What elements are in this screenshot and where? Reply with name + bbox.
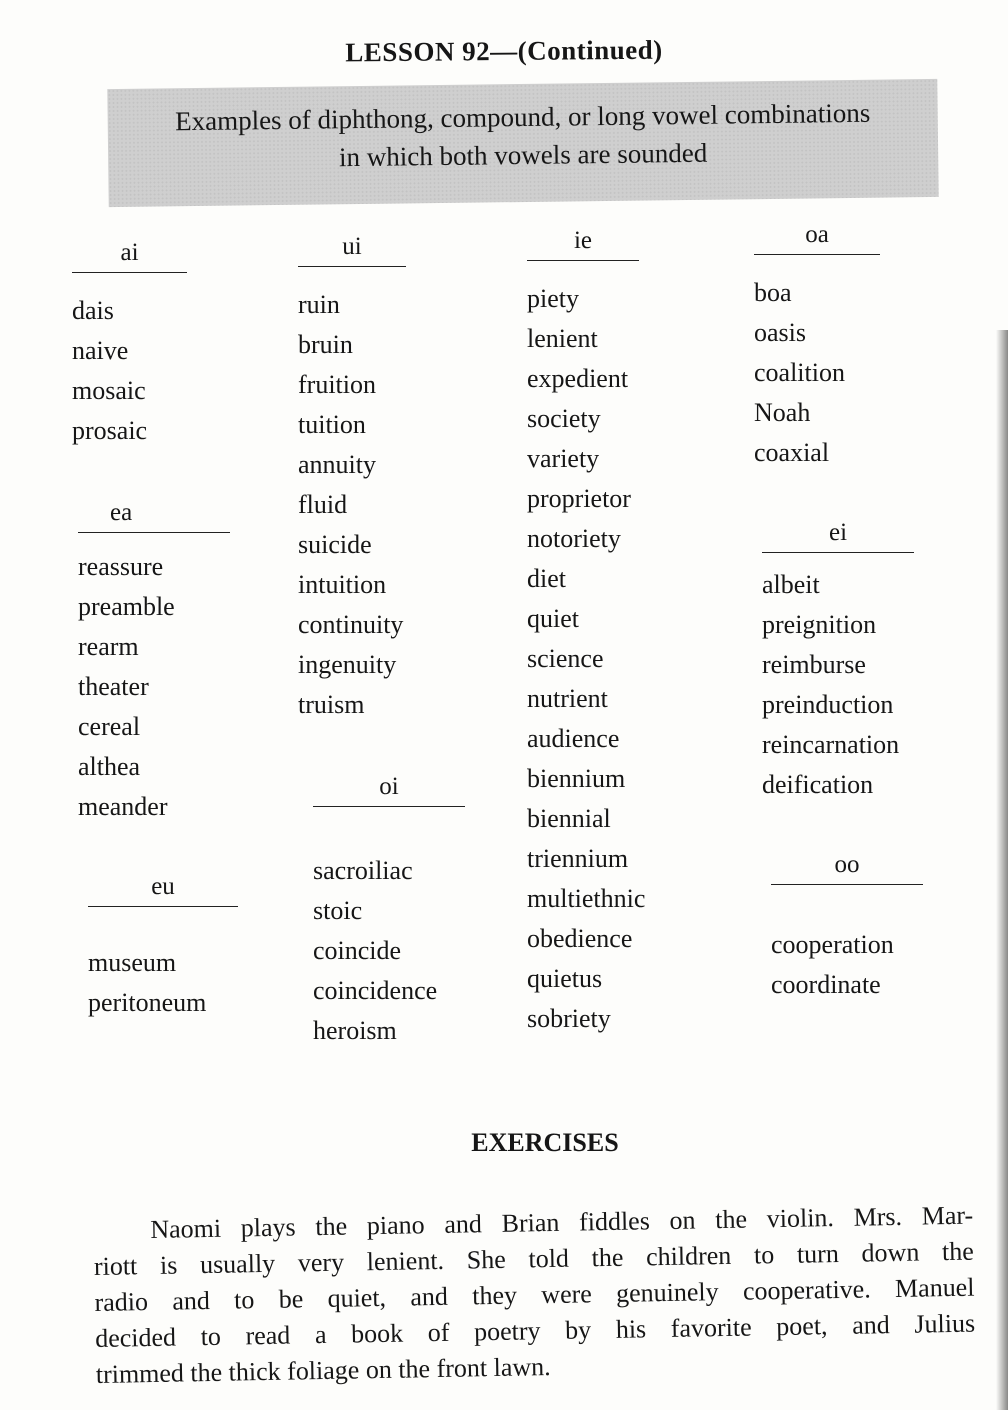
word-item: sobriety	[527, 1004, 611, 1033]
word-item: fruition	[298, 370, 376, 399]
word-item: proprietor	[527, 484, 631, 513]
word-item: dais	[72, 296, 114, 325]
paragraph-line: trimmed the thick foliage on the front lawn.	[95, 1352, 551, 1389]
word-item: variety	[527, 444, 600, 473]
group-ea	[78, 498, 230, 827]
word-item: coalition	[754, 358, 845, 387]
word-item: quietus	[527, 964, 603, 993]
word-item: preinduction	[762, 690, 894, 719]
word-item: heroism	[313, 1016, 397, 1045]
lesson-title: LESSON 92—(Continued)	[345, 34, 663, 68]
word-item: intuition	[298, 570, 387, 599]
group-oo	[771, 850, 923, 1005]
word-item: reimburse	[762, 650, 866, 679]
word-item: boa	[754, 278, 792, 307]
word-item: oasis	[754, 318, 806, 347]
word-item: diet	[527, 564, 566, 593]
group-heading: oa	[754, 220, 880, 255]
word-item: stoic	[313, 896, 363, 925]
word-item: meander	[78, 792, 168, 821]
word-item: cooperation	[771, 930, 894, 959]
word-item: lenient	[527, 324, 598, 353]
group-oa	[754, 220, 880, 473]
word-item: obedience	[527, 924, 633, 953]
word-item: audience	[527, 724, 620, 753]
word-list	[78, 547, 230, 827]
page-binding-shadow	[996, 330, 1008, 1410]
group-ui	[298, 232, 406, 725]
word-item: ruin	[298, 290, 340, 319]
group-heading: ea	[78, 498, 230, 533]
word-item: reincarnation	[762, 730, 900, 759]
group-ie	[527, 226, 646, 1039]
word-list	[771, 925, 923, 1005]
paragraph-line: radio and to be quiet, and they were genuinely cooperative. Manuel	[94, 1272, 975, 1317]
word-item: ingenuity	[298, 650, 397, 679]
word-item: rearm	[78, 632, 139, 661]
word-item: bruin	[298, 330, 353, 359]
word-item: science	[527, 644, 604, 673]
paragraph-line: riott is usually very lenient. She told the children to turn down the	[93, 1236, 975, 1281]
word-item: fluid	[298, 490, 348, 519]
word-item: tuition	[298, 410, 366, 439]
group-heading: ie	[527, 226, 639, 261]
section-banner	[107, 79, 938, 207]
word-list	[762, 565, 914, 805]
word-item: preamble	[78, 592, 175, 621]
word-item: coincide	[313, 936, 402, 965]
word-item: museum	[88, 948, 177, 977]
group-ei	[762, 518, 914, 805]
group-heading: ei	[762, 518, 914, 553]
exercises-title: EXERCISES	[471, 1128, 619, 1157]
word-list	[72, 291, 187, 451]
word-item: coincidence	[313, 976, 438, 1005]
word-item: coordinate	[771, 970, 881, 999]
group-heading: ai	[72, 238, 187, 273]
word-item: peritoneum	[88, 988, 207, 1017]
word-item: cereal	[78, 712, 141, 741]
group-eu	[88, 872, 238, 1023]
paragraph-line: decided to read a book of poetry by his favorite poet, and Julius	[94, 1308, 976, 1353]
word-list	[527, 279, 646, 1039]
word-item: theater	[78, 672, 149, 701]
word-item: piety	[527, 284, 579, 313]
banner-line-2: in which both vowels are sounded	[338, 137, 708, 173]
word-item: continuity	[298, 610, 404, 639]
word-item: coaxial	[754, 438, 830, 467]
exercise-paragraph	[93, 1198, 976, 1393]
word-item: expedient	[527, 364, 629, 393]
group-ai	[72, 238, 187, 451]
word-item: notoriety	[527, 524, 621, 553]
word-list	[313, 851, 465, 1051]
word-item: albeit	[762, 570, 820, 599]
word-item: mosaic	[72, 376, 146, 405]
word-item: preignition	[762, 610, 877, 639]
group-heading: eu	[88, 872, 238, 907]
word-item: biennium	[527, 764, 626, 793]
word-item: biennial	[527, 804, 611, 833]
group-heading: ui	[298, 232, 406, 267]
word-item: quiet	[527, 604, 579, 633]
word-item: reassure	[78, 552, 164, 581]
word-item: multiethnic	[527, 884, 646, 913]
word-item: triennium	[527, 844, 629, 873]
word-item: truism	[298, 690, 365, 719]
word-item: suicide	[298, 530, 372, 559]
group-heading: oi	[313, 772, 465, 807]
word-item: prosaic	[72, 416, 148, 445]
word-list	[88, 943, 238, 1023]
word-item: deification	[762, 770, 874, 799]
word-list	[754, 273, 880, 473]
word-item: althea	[78, 752, 141, 781]
banner-line-1: Examples of diphthong, compound, or long vowel combinations	[174, 97, 871, 137]
word-item: annuity	[298, 450, 376, 479]
word-item: nutrient	[527, 684, 608, 713]
group-heading: oo	[771, 850, 923, 885]
word-item: naive	[72, 336, 129, 365]
word-list	[298, 285, 406, 725]
paragraph-line: Naomi plays the piano and Brian fiddles on the violin. Mrs. Mar-	[150, 1200, 974, 1245]
group-oi	[313, 772, 465, 1051]
word-item: society	[527, 404, 601, 433]
word-item: sacroiliac	[313, 856, 413, 885]
word-item: Noah	[754, 398, 811, 427]
